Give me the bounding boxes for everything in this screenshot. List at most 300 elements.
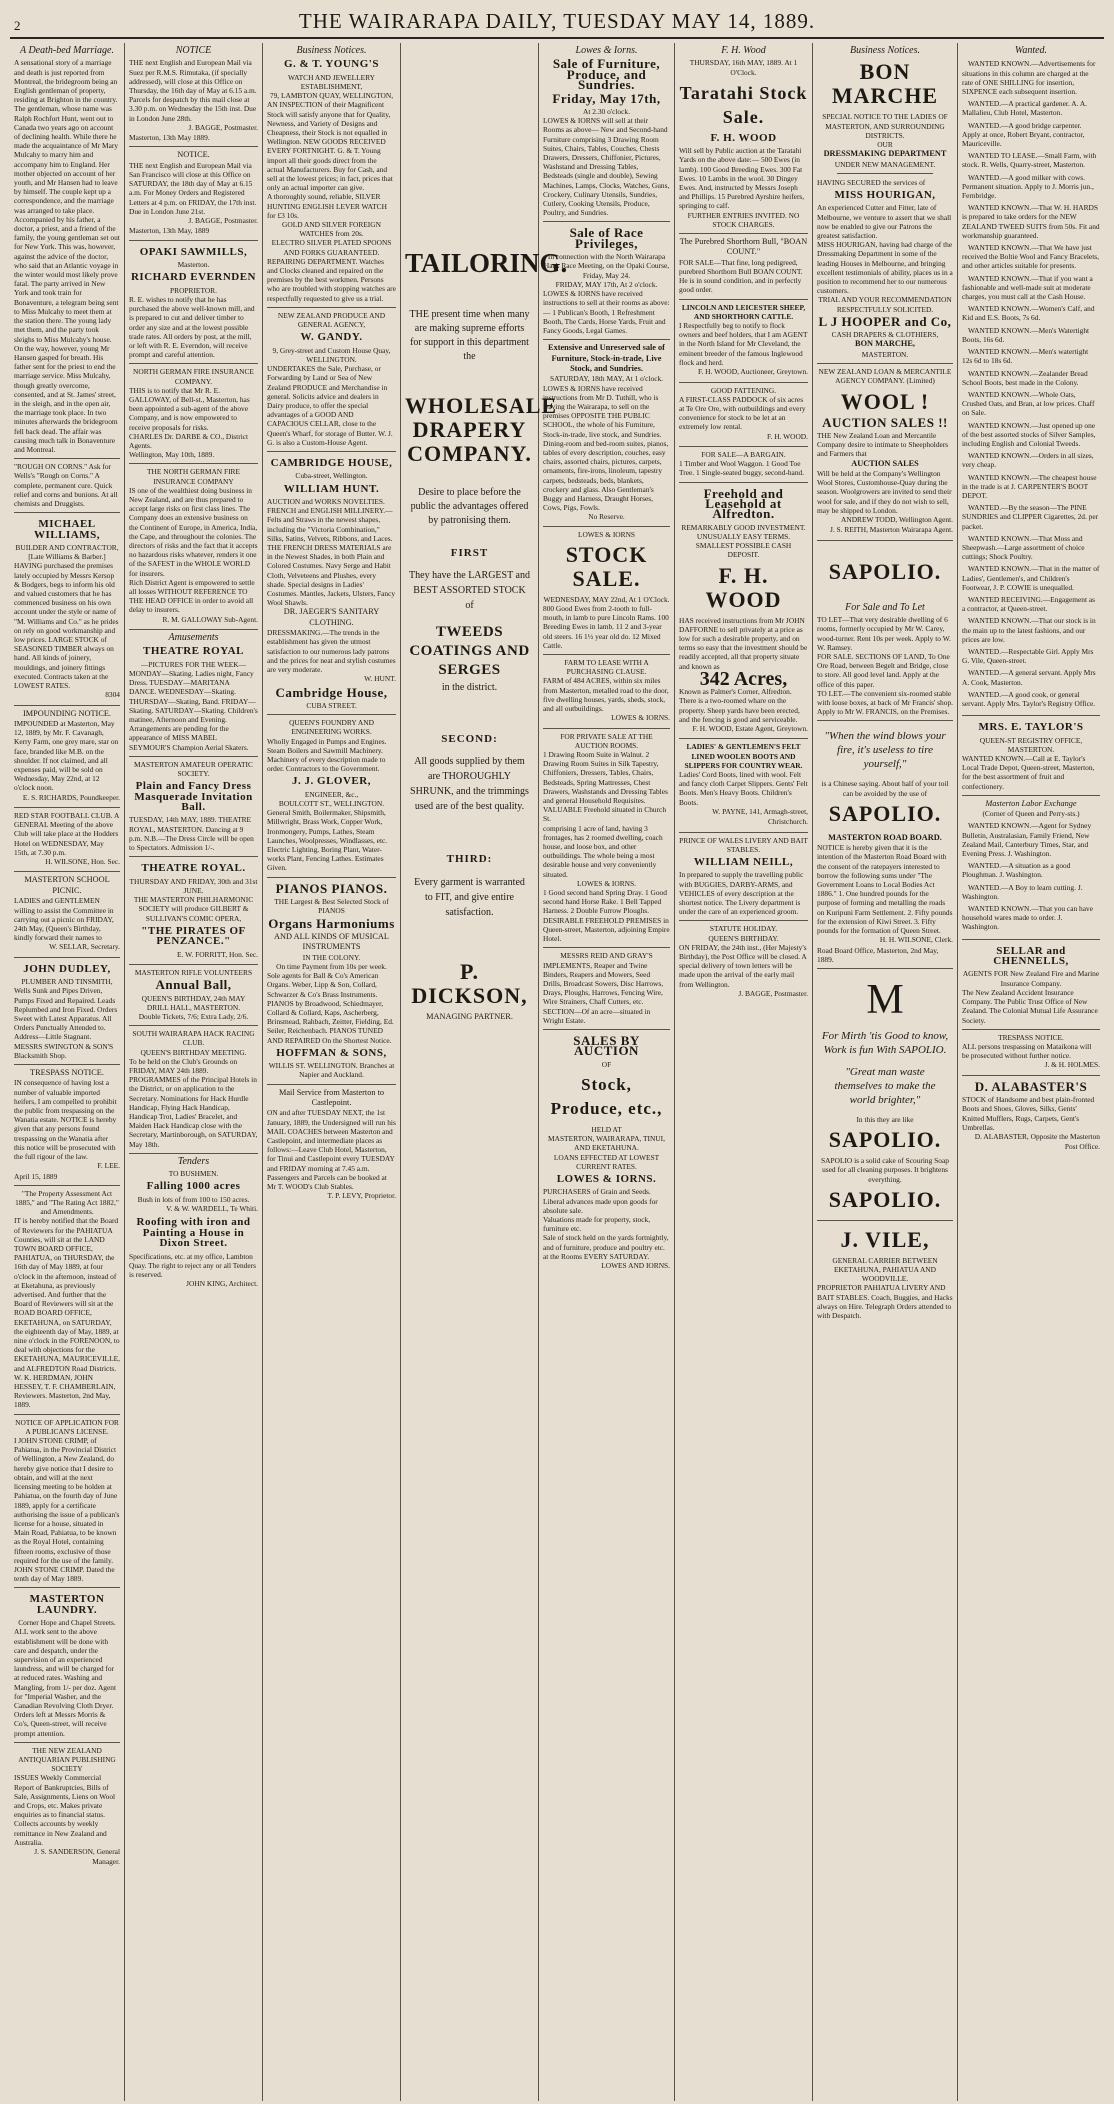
advert-subtitle: Masterton. [177, 260, 210, 270]
section-heading: Lowes & Iorns. [575, 45, 638, 56]
red-star-football-notice [14, 808, 120, 872]
sales-places: MASTERTON, WAIRARAPA, TINUI, AND EKETAHUNA. [548, 1134, 665, 1153]
advert-body: Wells Sunk and Pipes Driven, Pumps Fixed and Repaired. Leads Replumbed and Iron Fixed. Orders Sweet with Latest Apparatus. All Orders Punctually Attended to. Address—Little Stagnant. MESSRS SWINGTON & SON'S Blacksmith Shop. [14, 986, 118, 1060]
venue-name: THEATRE ROYAL. [141, 862, 246, 875]
alabaster-ad [962, 1076, 1100, 1157]
bon-marche-having: HAVING SECURED the services of [817, 177, 926, 187]
notice-heading: TRESPASS NOTICE. [30, 1067, 104, 1077]
sale-sub: In connection with the North Wairarapa Hack Race Meeting, on the Opaki Course, Friday, May 24. [543, 252, 670, 280]
valuable-heading: VALUABLE Freehold situated in Church St. [543, 805, 667, 824]
notice-signature: J. BAGGE, Postmaster. [188, 122, 258, 132]
cambridge-house-ad [267, 452, 396, 715]
sale-time: At 2.30 o'clock. [583, 107, 630, 117]
mail-service-ad [267, 1085, 396, 1206]
wanted-item: WANTED.—A good cook, or general servant. Apply Mrs. Taylor's Registry Office. [962, 689, 1096, 708]
livery-heading: PRINCE OF WALES LIVERY AND BAIT STABLES. [679, 835, 808, 854]
notice-heading: "The Property Assessment Act 1885," and "The Rating Act 1882," and Amendments. [15, 1188, 119, 1217]
advert-title-2: Cambridge House, [275, 684, 388, 700]
private-sale [543, 729, 670, 949]
wanted-item: WANTED KNOWN.—That in the matter of Ladies', Gentlemen's, and Children's Footwear, J. P. COWIE is unequalled. [962, 564, 1100, 592]
section-heading: For Sale and To Let [845, 601, 925, 613]
labor-item: WANTED KNOWN.—Agent for Sydney Bulletin, Australasian, Family Friend, New Zealand Mail, Canterbury Times, Star, and Evening Press. J. Washington. [962, 821, 1092, 859]
tailoring-intro: THE present time when many are making supreme efforts for support in this department the [409, 309, 530, 362]
queens-foundry-ad [267, 715, 396, 877]
sapolio-mirth: For Mirth 'tis Good to know, Work is fun With SAPOLIO. [821, 1030, 949, 1057]
wanted-item: WANTED KNOWN.—Men's watertight 12s 6d to 18s 6d. [962, 347, 1089, 366]
rg-body: IMPLEMENTS, Reaper and Twine Binders, Reapers and Mowers, Seed Drills, Broadcast Sowers, Disc Harrows, Drays, Ploughs, Harrows, Fencing Wire, Wire Strainers, Chaff Cutters, etc. [543, 960, 664, 1007]
venue-name: THEATRE ROYAL [143, 645, 244, 658]
column-1 [10, 43, 125, 2101]
sales-title: SALES BY AUCTION [573, 1032, 640, 1059]
advertiser-trade: PLUMBER AND TINSMITH, [21, 977, 113, 987]
advertiser-role: ENGINEER, &c., [304, 789, 359, 799]
advert-sub: THE Largest & Best Selected Stock of PIANOS [274, 897, 389, 916]
advert-body: AN INSPECTION of their Magnificent Stock will satisfy anyone that for Quality, Newness, and Variety of Designs and Cheapness, their Stock is not equalled in Wellington. NEW GOODS RECEIVED EVERY FORTNIGHT. G. & T. Young import all their goods direct from the actual Manufacturers. Buy for Cash, and sell at the lowest prices; in fact, prices that only an actual importer can give. [267, 100, 393, 193]
lincoln-sheep [679, 300, 808, 383]
lincoln-body: I Respectfully beg to notify to flock owners and beef holders, that I am AGENT in the North Island for Mr Cleveland, the eminent breeder of the famous Inglewood flock and herd. [679, 321, 808, 367]
advert-body-2: Rich District Agent is empowered to settle all losses WITHOUT REFERENCE TO THE HEAD OFFICE in order to avoid all delay to insurers. [129, 577, 255, 615]
hack-racing [129, 1026, 258, 1154]
event-title: Plain and Fancy Dress Masquerade Invitation Ball. [134, 780, 253, 814]
wanted-item: WANTED KNOWN.—That if you want a fashionable and well-made suit at moderate charges, you must call at the Cash House. [962, 273, 1093, 302]
labor-sub: (Corner of Queen and Perry-sts.) [982, 809, 1080, 819]
advertiser-trade: BUILDER AND CONTRACTOR, [15, 542, 119, 552]
wanted-item: WANTED.—A good bridge carpenter. Apply at once, Robert Bryant, contractor, Mauriceville. [962, 120, 1085, 149]
sale-title: Sale of Race Privileges, [569, 225, 644, 251]
taratahi-stock-sale [679, 43, 808, 234]
bargain [679, 447, 808, 483]
holiday-heading: STATUTE HOLIDAY. [709, 924, 778, 934]
advertiser-address: WILLIS ST. WELLINGTON. Branches at Napier and Auckland. [268, 1061, 395, 1080]
statute-holiday [679, 921, 808, 1003]
wanted-item: WANTED KNOWN.—Orders in all sizes, very cheap. [962, 451, 1094, 470]
advert-spoons: ELECTRO SILVER PLATED SPOONS AND FORKS GUARANTEED. [271, 238, 392, 257]
auctioneer-name: F. H. WOOD [710, 131, 777, 144]
tender-title-2: Roofing with iron and Painting a House in Dixon Street. [136, 1216, 251, 1250]
advertiser-late: [Late Williams & Barber.] [28, 552, 106, 562]
registry-sub: QUEEN-ST REGISTRY OFFICE, MASTERTON. [979, 735, 1083, 754]
sale-date: WEDNESDAY, MAY 22nd, At 1 O'Clock. [543, 594, 670, 604]
advertiser-name: JOHN DUDLEY, [23, 962, 111, 975]
advertiser-address: BOULCOTT ST., WELLINGTON. [278, 799, 385, 809]
notice-signature: F. LEE. [97, 1161, 120, 1171]
agent-name: SELLAR and CHENNELLS, [993, 944, 1069, 968]
rifle-ball [129, 965, 258, 1026]
livery-stables [679, 833, 808, 922]
north-german-subagent [129, 364, 258, 464]
road-board-notice [817, 830, 953, 969]
to-let-signature: Apply to Mr W. FRANCIS, on the Premises. [817, 707, 950, 717]
sapolio-1: SAPOLIO. [828, 558, 942, 584]
wanted-list [962, 59, 1100, 708]
furniture-sale [543, 43, 670, 222]
notice-body: LADIES and GENTLEMEN willing to assist the Committee in carrying out a picnic on FRIDAY, 24th May, (Queen's Birthday, kindly forward their names to [14, 896, 114, 943]
wanted-item: WANTED KNOWN.—Men's Watertight Boots, 16s 6d. [962, 325, 1090, 344]
sales-by-auction [543, 1030, 670, 1275]
to-let-1: TO LET—That very desirable dwelling of 6 rooms, formerly occupied by Mr W. Carey, wood-turner. Rent 10s per week. Apply to W. W. Ramsey. [817, 615, 951, 652]
notice-body: IN consequence of having lost a number of valuable imported heifers, I am compelled to prohibit the public from trespassing on the Wanatia estate. NOTICE is hereby given that any persons found trespassing on the Wanatia after this notice will be prosecuted with the full rigour of the law. [14, 1078, 117, 1161]
sale-body: 800 Good Ewes from 2-tooth to full-mouth, in lamb to pure Lincoln Rams. 100 Breeding Ewes in lamb. 11 2 and 3-year old steers. 16 1½ year old do. 12 Mixed Cattle. [543, 603, 669, 650]
freehold-details: Known as Palmer's Corner, Alfredton. There is a two-roomed whare on the property. Sheep yards have been erected, and the fencing is good and serviceable. [679, 687, 800, 724]
advert-address-2: CUBA STREET. [306, 701, 357, 711]
hoffman-pianos-ad [267, 878, 396, 1085]
wholesale-drapery-title: WHOLESALE DRAPERY COMPANY. [405, 393, 558, 466]
wanted-item: WANTED KNOWN.—That Moss and Sheepwash.—Large assortment of choice cuttings; Shock Poultry. [962, 533, 1085, 562]
notice-signature: CHARLES Dr. DARBE & CO., District Agents. [129, 431, 249, 450]
column-6 [675, 43, 813, 2101]
john-dudley-ad [14, 958, 120, 1065]
lease-signature: LOWES & IORNS. [611, 713, 670, 723]
advert-heading: QUEEN'S FOUNDRY AND ENGINEERING WORKS. [289, 718, 374, 737]
bon-marche-body-2: MISS HOURIGAN, having had charge of the Dressmaking Department in some of the leading Houses in Melbourne, and bringing excellent testimonials of ability, places us in a position to recommend her to our numerous customers. [817, 240, 953, 296]
wanted-item: WANTED.—A general servant. Apply Mrs A. Cook, Masterton. [962, 668, 1096, 687]
wanted-item: WANTED RECEIVING.—Engagement as a contractor, at Queen-street. [962, 594, 1096, 614]
district-line: in the district. [441, 682, 498, 694]
advert-body: ON and after TUESDAY NEXT, the 1st January, 1889, the Undersigned will run his MAIL COACHES between Masterton and Castlepoint, and intermediate places as follows:—Leave Club Hotel, Masterton, for Tinui and Castlepoint every TUESDAY and FRIDAY morning at 7.45 a.m. Passengers and Parcels can be booked at Mr T. WOOD's Club Stables. [267, 1108, 396, 1191]
first-text: They have the LARGEST and BEST ASSORTED STOCK of [409, 570, 530, 612]
hooper-name: L J HOOPER and Co, [818, 313, 952, 329]
advert-colony: IN THE COLONY. [302, 952, 361, 962]
sapolio-description: SAPOLIO is a solid cake of Scouring Soap used for all cleaning purposes. It brightens everything. [821, 1156, 949, 1184]
impounding-notice [14, 706, 120, 808]
auctioneer-name: F. H. WOOD [705, 562, 782, 612]
opaki-sawmills-ad [129, 241, 258, 365]
venue-dates: THURSDAY AND FRIDAY, 30th and 31st JUNE. [129, 876, 258, 895]
alfredton-freehold [679, 483, 808, 740]
stock-sale [543, 527, 670, 655]
sale-date: THURSDAY, 16th MAY, 1889. At 1 O'Clock. [689, 58, 798, 77]
hooper-store: BON MARCHE, [855, 339, 915, 349]
sale-body: Will sell by Public auction at the Taratahi Yards on the above date:— 500 Ewes (in lamb). 100 Good Breeding Ewes. 300 Fat Ewes. 10 Lambs in the wool. 30 Dingey Ewes. And, instructed by Messrs Joseph and Phillips. 15 Purebred Ayrshire heifers, springing to calf. [679, 146, 805, 211]
labor-item: WANTED.—A Boy to learn cutting. J. Washington. [962, 882, 1083, 901]
advert-body: Wholly Engaged in Pumps and Engines. Steam Boilers and Sawmill Machinery. Machinery of every description made to order. Contractors to the Government. [267, 736, 387, 774]
loan-heading: NEW ZEALAND LOAN & MERCANTILE AGENCY COMPANY. (Limited) [818, 367, 952, 386]
reid-gray [543, 948, 670, 1030]
license-application [14, 1415, 120, 1589]
lincoln-heading: LINCOLN AND LEICESTER SHEEP, AND SHORTHORN CATTLE. [681, 302, 806, 321]
vile-carrier-ad [817, 1221, 953, 1324]
tenders [129, 1154, 258, 1294]
sapolio-4: SAPOLIO. [828, 1186, 942, 1212]
hooper-address: MASTERTON. [861, 349, 909, 359]
advert-body: AUCTION and WORKS NOVELTIES. FRENCH and ENGLISH MILLINERY.—Felts and Straws in the newest shapes, including the "Victoria Combination," Silks, Satins, Velvets, Ribbons, and Laces. THE FRENCH DRESS MATERIALS are in the Newest Shades, in both Plain and Colored Costumes. Navy Serge and Habit Cloth, Velveteens and Plushes, every shade. Special designs in Ladies' Costumes. Mantles, Jackets, Ulsters, Fancy Wool Shawls. [267, 496, 396, 608]
sale-reserve: No Reserve. [588, 512, 625, 522]
farm-to-lease [543, 655, 670, 729]
sales-fortnightly: Sale of stock held on the yards fortnightly, and of furniture, produce and poultry etc. at the Rooms EVERY SATURDAY. [543, 1233, 669, 1261]
event-place: DRILL HALL, MASTERTON. [146, 1002, 241, 1012]
advertiser-name: RICHARD EVERNDEN [130, 271, 257, 284]
rough-on-corns-ad: "ROUGH ON CORNS." Ask for Wells's "Rough on Corns." A complete, permanent cure. Quick relief and corns and bunions. At all chemists and Druggists. [14, 459, 120, 513]
sapolio-3: SAPOLIO. [828, 1127, 942, 1153]
section-heading: Business Notices. [296, 45, 367, 56]
advert-heading: THE NEW ZEALAND ANTIQUARIAN PUBLISHING SOCIETY [18, 1745, 116, 1774]
race-privileges-sale [543, 222, 670, 340]
advert-title: CAMBRIDGE HOUSE, [270, 456, 393, 469]
advert-body: UNDERTAKES the Sale, Purchase, or Forwarding by Land or Sea of New Zealand PRODUCE and Merchandise in general. Solicits advice and dealers in Dairy produce, to offer the special advantages of a GOOD AND CAPACIOUS CELLAR, close to the Queen's Wharf, for storage of Butter. W. J. G. is also a Custom-House Agent. [267, 364, 393, 447]
wanted-item: WANTED.—Respectable Girl. Apply Mrs G. Vile, Queen-street. [962, 646, 1094, 666]
advert-musical: AND ALL KINDS OF MUSICAL INSTRUMENTS [274, 931, 389, 952]
advert-signature: W. HUNT. [364, 674, 396, 684]
vile-trade: GENERAL CARRIER BETWEEN EKETAHUNA, PAHIATUA AND WOODVILLE. [832, 1255, 938, 1284]
sapolio-ads [817, 541, 953, 1221]
sales-signature: LOWES AND IORNS. [601, 1260, 670, 1270]
desirable-heading: DESIRABLE FREEHOLD PREMISES in Queen-street, Masterton, adjoining Empire Hotel. [543, 915, 670, 944]
road-board-signature: H. H. WILSONE, Clerk. [879, 935, 953, 945]
venue-program: MONDAY—Skating. Ladies night, Fancy Dress. TUESDAY—MARITANA DANCE. WEDNESDAY—Skating. THURSDAY—Skating, Band. FRIDAY—Skating. SATURDAY—Skating. Children's matinee, Afternoon and Evening. Arrangements are pending for the appearance of MISS MABEL SEYMOUR'S Champion Aerial Skaters. [129, 669, 258, 752]
masthead-title: THE WAIRARAPA DAILY, TUESDAY MAY 14, 1889. [298, 9, 816, 33]
advert-watch: A thoroughly sound, reliable, SILVER HUNTING ENGLISH LEVER WATCH for £3 10s. [267, 192, 387, 220]
taylor-registry [962, 716, 1100, 796]
advertiser-name: MICHAEL WILLIAMS, [34, 518, 100, 541]
section-heading: F. H. Wood [721, 45, 766, 56]
sale-body: LOWES & IORNS have received instructions to sell at their rooms as above:— 1 Publican's Booth, 1 Refreshment Booth, The Cards, Horse Yards, Fruit and Fancy Goods, Legal Games. [543, 289, 670, 335]
advertiser-address: Corner Hope and Chapel Streets. [18, 1618, 116, 1628]
freehold-title: Freehold and Leasehold at Alfredton. [703, 485, 784, 522]
freehold-signature: F. H. WOOD, Estate Agent, Greytown. [692, 724, 808, 733]
sales-of: OF [601, 1059, 612, 1069]
notice-signature: JOHN STONE CRIMP. Dated the tenth day of May 1889. [14, 1564, 115, 1584]
column-4-spacer [405, 43, 534, 243]
good-fattening [679, 383, 808, 447]
event-sub: QUEEN'S BIRTHDAY MEETING. [140, 1047, 247, 1057]
shorthorn-bull [679, 234, 808, 300]
road-board-body: NOTICE is hereby given that it is the intention of the Masterton Road Board with the consent of the ratepayers interested to borrow the following sums under "The Government Loans to Local Bodies Act 1886." 1. One hundred pounds for the purpose of forming and metalling the roads on Kuripuni Farm Settlement. 2. Fifty pounds for the extension of Kiwi Street. 3. Fifty pounds for the formation of Queen Street. [817, 843, 953, 936]
pirates-of-penzance [129, 857, 258, 965]
valuable-body: comprising 1 acre of land, having 3 frontages, has 2 roomed dwelling, coach house, and loose box, and other outbuildings. The whole being a most desirable house and very conveniently situated. [543, 823, 663, 879]
advert-sole: Sole agents for Ball & Co's American Organs. Weber, Lipp & Son, Collard, Schwarzer & Co's Brass Instruments. [267, 971, 379, 999]
operatic-ball [129, 757, 258, 857]
advert-body: HAVING purchased the premises lately occupied by Messrs Kersop & Bodgers, begs to inform his old and valued customers that he has commenced business on his own account under the style or name of "M. Williams and Co." as he prides on rely on good workmanship and low prices. LARGE STOCK of SEASONED TIMBER always on hand. All kinds of joinery, mouldings, and joinery fittings executed. Contracts taken at the LOWEST RATES. [14, 561, 119, 691]
notice-body: IMPOUNDED at Masterton, May 12, 1889, by Mr. F. Cavanagh, Kerry Farm, one grey mare, star on face, branded like M.B. on the shoulder. If not claimed, and all expenses paid, will be sold on Wednesday, May 22nd, at 12 o'clock noon. [14, 719, 119, 793]
sale-entries: FURTHER ENTRIES INVITED. NO STOCK CHARGES. [687, 210, 800, 229]
wanted-item: WANTED KNOWN.—That We have just received the Boltie Wool and Fancy Bracelets, and other articles suitable for presents. [962, 243, 1099, 271]
road-board-heading: MASTERTON ROAD BOARD. [828, 832, 942, 842]
advert-repair: REPAIRING DEPARTMENT. Watches and Clocks cleaned and repaired on the premises by the best workmen. Persons who are troubled with stopping watches are respectfully requested to give us a trial. [267, 256, 396, 303]
column-4 [401, 43, 568, 2101]
tender-title: Falling 1000 acres [146, 1180, 241, 1193]
bon-marche-title: BON MARCHE [831, 59, 939, 109]
notice-signature: E. S. RICHARDS, Poundkeeper. [22, 792, 120, 802]
michael-williams-ad [14, 513, 120, 705]
trespass-notice [14, 1065, 120, 1186]
advert-title: OPAKI SAWMILLS, [139, 245, 248, 258]
registry-name: MRS. E. TAYLOR'S [978, 721, 1084, 734]
private-heading: FOR PRIVATE SALE AT THE AUCTION ROOMS. [560, 731, 653, 750]
notice-date: Wellington, May 10th, 1889. [129, 450, 215, 460]
sellar-chennells [962, 940, 1100, 1030]
sale-title: Extensive and Unreserved sale of Furniture, Stock-in-trade, Live Stock, and Sundries. [548, 343, 665, 373]
rg-heading: MESSRS REID AND GRAY'S [560, 951, 653, 961]
wanted-item: WANTED.—A practical gardener. A. A. Mallalieu, Club Hotel, Masterton. [962, 99, 1088, 118]
advert-jaeger: DR. JAEGER'S SANITARY CLOTHING. [283, 607, 380, 627]
for-sale-sections: FOR SALE. SECTIONS OF LAND, To One Ore Road, between Begelt and Bridge, close to store. All good level land. Apply at the office of this paper. [817, 651, 950, 689]
article-body: A sensational story of a marriage and death is just reported from Montreal, the bridegroom being an English gentleman of property, residing at Brighton in the country. The gentleman, whose name was Ralph Rochfort Hunt, went out to Canada two years ago on account of declining health. While there he made the acquaintance of Mr Mary Mulcahy to marry him and accompany him to England. Her mother objected on account of her youth, and Mr Hansen had to leave by himself. The couple kept up a correspondence, and the marriage was arranged to take place. Accompanied by his father, a doctor, a priest, and a friend of the family, the young gentleman set out for New York. This was, however, against the advice of the doctor, who said that an Atlantic voyage in the winter would most likely prove fatal. The party arrived in New York and took train for Bonaventure, a telegram being sent to Miss Mulcahy to meet them at the station there. The young lady met them, and the party took sleighs to Miss Mulcahy's house. On the way, however, young Mr Hansen gasped for breath. His father sent for the priest to end the marriage service. Miss Mulcahy, though greatly overcome, consented, and at St. James' street, in the sleigh, and in the open air, the marriage took place. In two minutes afterwards the bridegroom fell back dead. The affair was causing much talk in Bonaventure and Montreal. [14, 58, 120, 454]
vile-name: J. VILE, [840, 1226, 930, 1252]
wanted-item: WANTED KNOWN.—Zealander Bread School Boots, best made in the Colony. [962, 368, 1088, 387]
advertiser-name: W. GANDY. [300, 331, 363, 344]
third-heading: THIRD: [446, 853, 493, 866]
advert-body: ALL work sent to the above establishment will be done with care and despatch, under the supervision of an experienced laundress, and will be charged for at reduced rates. Washing and Mangling, from 1/- per doz. Agent for "Imperial Washer, and the Canadian Revolving Cloth Dryer. Orders left at Messrs Morris & Co's, Queen-street, will receive prompt attention. [14, 1627, 117, 1738]
notice-heading: NOTICE. [177, 150, 210, 160]
advert-heading: THE NORTH GERMAN FIRE INSURANCE COMPANY [147, 467, 240, 486]
notice-signature: J. BAGGE, Postmaster. [188, 216, 258, 226]
alabaster-body: STOCK of Handsome and best plain-fronted Boots and Shoes, Gloves, Silks, Gents' Knitted Mufflers, Rugs, Carpets, Gent's Umbrellas. [962, 1095, 1095, 1132]
trespass-notice-2 [962, 1030, 1100, 1076]
freehold-acres: 342 Acres, [699, 667, 788, 690]
masterton-laundry-ad [14, 1588, 120, 1742]
bon-marche-dept: DRESSMAKING DEPARTMENT [823, 149, 947, 159]
lease-body: FARM of 484 ACRES, within six miles from Masterton, metalled road to the door, five dwelling houses, yards, sheds, stock, and all outbuildings. [543, 676, 669, 714]
notice-heading: NOTICE [175, 45, 212, 56]
labor-exchange [962, 796, 1100, 940]
tender-sub: TO BUSHMEN. [168, 1169, 219, 1179]
tailoring-title: TAILORING. [405, 248, 568, 278]
private-body: 1 Drawing Room Suite in Walnut. 2 Drawing Room Suites in Silk Tapestry, Chiffoniers, Dressers, Tables, Chairs, Bedsteads, Spring Mattresses, Chest Drawers, Washstands and Dressing Tables and general Household Requisites. [543, 750, 668, 806]
second-text: All goods supplied by them are THOROUGHLY SHRUNK, and the trimmings used are of the best quality. [410, 756, 529, 813]
advertiser-name: J. J. GLOVER, [292, 775, 371, 788]
advertiser-name: G. & T. YOUNG'S [283, 58, 379, 71]
school-picnic-notice [14, 872, 120, 957]
wanted-item: WANTED KNOWN.—That our stock is in the main up to the latest fashions, and our prices are low. [962, 616, 1096, 644]
advert-body: PIANOS by Broadwood, Schiedmayer, Collard & Collard, Kaps, Ascherberg, Brinsmead, Rahbach, Zeitter, Fielding, Ed. Seiler, Reichenbach. PIANOS TUNED AND REPAIRED On the Shortest Notice. [267, 998, 394, 1045]
advert-number: 8304 [105, 690, 120, 700]
second-heading: SECOND: [441, 732, 498, 745]
event-date: QUEEN'S BIRTHDAY, 24th MAY [141, 993, 246, 1003]
loan-signature: ANDREW TODD, Wellington Agent. [841, 514, 953, 524]
trespass-body: ALL persons trespassing on Mataikona will be prosecuted without further notice. [962, 1041, 1092, 1061]
advert-body: IS one of the wealthiest doing business in New Zealand, and are thus prepared to accept large risks on first class lines. The Company does an extensive business on the Continent of Europe, in America, India, the Cape, and throughout the colonies. The directors of risks and the fact that it accepts no hazardous risks whatever, renders it one of the SAFEST in the WHOLE WORLD for insurers. [129, 485, 258, 578]
wanted-item: WANTED TO LEASE.—Small Farm, with stock. R. Wells, Quarry-street, Masterton. [962, 151, 1097, 170]
advert-dressmaking: DRESSMAKING.—The trends in the establishment has given the utmost satisfaction to our numerous lady patrons and the prices for neat and stylish costumes are very moderate. [267, 628, 396, 675]
bon-marche-miss: MISS HOURIGAN, [834, 189, 936, 202]
alabaster-name: D. ALABASTER'S [974, 1078, 1088, 1094]
column-8 [958, 43, 1104, 2101]
bull-body: FOR SALE—That fine, long pedigreed, purebred Shorthorn Bull BOAN COUNT. He is in sound condition, and in perfectly good order. [679, 257, 803, 295]
sale-body: LOWES & IORNS will sell at their Rooms as above— New and Second-hand Furniture comprising 3 Drawing Room Suites, Chairs, Tables, Couches, Chests Drawers, Dressers, Chiffonier, Pictures, Washstand and Dressing Tables, Bedsteads (single and double), Sewing Machines, Lamps, Clocks, Watches, Guns, Crockery, Culinary Utensils, Sundries, Cutlery, Cooking Utensils, Produce, Poultry, and Sundries. [543, 116, 670, 218]
sales-items: Stock, Produce, etc., [550, 1074, 663, 1118]
alabaster-signature: D. ALABASTER, Opposite the Masterton Post Office. [974, 1131, 1100, 1152]
event-heading: SOUTH WAIRARAPA HACK RACING CLUB. [132, 1029, 255, 1048]
wanted-item: WANTED.—By the season—The PINE SUNDRIES and CLIPPER Cigarettes, 2d. per packet. [962, 503, 1099, 531]
bon-marche-body: An experienced Cutter and Fitter, late of Melbourne, we venture to assert that we shall now be enabled to give our Patrons the greatest satisfaction. [817, 203, 952, 241]
notice-body: THIS is to notify that Mr R. E. GALLOWAY, of Bell-st., Masterton, has been appointed a sub-agent of the above Company, and is now empowered to receive proposals for risks. [129, 385, 250, 432]
event-details: To be held on the Club's Grounds on FRIDAY, MAY 24th 1889. PROGRAMMES of the Principal Hotels in the District, or on application to the Secretary. Nominations for Hack Hurdle Handicap, Flying Hack Handicap, Handicap Trot, Ladies' Bracelet, and Maiden Hack Handicap close with the Secretary, Martinborough, on SATURDAY, May 18th. [129, 1056, 258, 1149]
notice-body: THE next English and European Mail via Suez per R.M.S. Rimutaka, (if specially addressed), will close at this Office on Thursday, the 16th day of May at 6.15 a.m. Parcels for despatch by this mail close at 3.30 p.m. on Wednesday the 15th inst. Due in London June 28th. [129, 58, 257, 123]
third-text: Every garment is warranted to FIT, and give entire satisfaction. [414, 876, 525, 918]
labor-item: WANTED.—A situation as a good Ploughman. J. Washington. [962, 861, 1071, 880]
notice-signature: W. SELLAR, Secretary. [49, 942, 120, 952]
sales-purchasers: PURCHASERS of Grain and Seeds. Liberal advances made upon goods for absolute sale. [543, 1187, 658, 1215]
sapolio-2: SAPOLIO. [828, 800, 942, 826]
bull-heading: The Purebred Shorthorn Bull, "BOAN COUNT." [679, 237, 808, 257]
holiday-sub: QUEEN'S BIRTHDAY. [708, 933, 779, 943]
tender-signature-2: JOHN KING, Architect. [186, 1279, 258, 1289]
society-line: THE MASTERTON PHILHARMONIC SOCIETY will produce GILBERT & SULLIVAN'S COMIC OPERA, [133, 895, 254, 923]
holiday-signature: J. BAGGE, Postmaster. [738, 988, 808, 998]
notice-date: Masterton, 13th May 1889. [129, 133, 210, 143]
tender-signature: V. & W. WARDELL, Te Whiti. [166, 1204, 258, 1213]
notice-heading: IMPOUNDING NOTICE. [22, 708, 112, 718]
loan-signature-2: J. S. REITH, Masterton Wairarapa Agent. [829, 525, 953, 535]
event-tickets: Double Tickets, 7/6; Extra Lady, 2/6. [138, 1011, 249, 1021]
advert-organs: Organs Harmoniums [268, 915, 395, 931]
paddock-heading: GOOD FATTENING. [710, 385, 777, 395]
advertiser-name: WILLIAM HUNT. [283, 482, 380, 495]
sale-date: Friday, May 17th, [552, 90, 661, 106]
sale-title: Taratahi Stock Sale. [679, 82, 808, 127]
amusements [129, 630, 258, 757]
dickson-name: P. DICKSON, [411, 958, 528, 1008]
to-let-2: TO LET.—The convenient six-roomed stable with loose boxes, at back of Mr Francis' shop. [817, 688, 953, 707]
north-german-company [129, 464, 258, 630]
advert-signature: R. M. GALLOWAY Sub-Agent. [162, 614, 258, 624]
freehold-deposit: SMALLEST POSSIBLE CASH DEPOSIT. [695, 541, 792, 560]
mail-notice-suez [129, 43, 258, 147]
loan-mercantile-ad [817, 364, 953, 541]
section-heading: Tenders [177, 1155, 210, 1167]
event-title: Annual Ball, [155, 977, 232, 993]
agent-body: The New Zealand Accident Insurance Company. The Public Trust Office of New Zealand. The Colonial Mutual Life Assurance Society. [962, 987, 1098, 1025]
notice-date: Masterton, 13th May, 1889 [129, 226, 210, 236]
society-ad [14, 1743, 120, 1872]
notice-heading: NORTH GERMAN FIRE INSURANCE COMPANY. [133, 367, 254, 386]
sales-valuations: Valuations made for property, stock, furniture etc. [543, 1214, 651, 1234]
column-5 [539, 43, 675, 2101]
mail-notice-sf [129, 147, 258, 240]
hv-sub: LOWES & IORNS. [577, 878, 636, 888]
death-bed-marriage [14, 43, 120, 459]
advert-signature: T. P. LEVY, Proprietor. [327, 1191, 396, 1201]
divider [837, 173, 933, 174]
sales-loans: LOANS EFFECTED AT LOWEST CURRENT RATES. [553, 1152, 660, 1171]
advert-signature: J. S. SANDERSON, General Manager. [34, 1847, 120, 1867]
auction-title: AUCTION SALES !! [822, 414, 948, 430]
wanted-item: WANTED KNOWN.—Just opened up one of the best assorted stocks of Silver Samples, including English and Colonial Tweeds. [962, 420, 1096, 448]
advert-body: ISSUES Weekly Commercial Report of Bankruptcies, Bills of Sale, Assignments, Liens on Wool and Crops, etc. Makes private enquiries as to financial status. Collects accounts by weekly remittance in New Zealand and Australia. [14, 1773, 116, 1847]
gandy-agency-ad [267, 308, 396, 452]
dickson-role: MANAGING PARTNER. [426, 1011, 513, 1021]
vile-body: PROPRIETOR PAHIATUA LIVERY AND BAIT STABLES. Coach, Buggies, and Hacks always on Hire. Telegraph Orders attended to with Despatch. [817, 1283, 953, 1321]
wanted-section [962, 43, 1100, 716]
sapolio-quote-2-b: In this they are like [856, 1115, 914, 1125]
advertiser-role: PROPRIETOR. [170, 285, 217, 295]
freehold-terms: UNUSUALLY EASY TERMS. [696, 531, 791, 541]
paddock-signature: F. H. WOOD. [767, 431, 808, 441]
wool-title: WOOL ! [840, 388, 930, 414]
sales-held: HELD AT [591, 1124, 622, 1134]
notice-signature: H. WILSONE, Hon. Sec. [45, 857, 120, 867]
loan-body: THE New Zealand Loan and Mercantile Company desire to intimate to Sheepholders and Farmers that [817, 430, 949, 459]
bon-marche-our: OUR [877, 140, 893, 150]
tweeds-line: TWEEDS COATINGS AND SERGES [409, 624, 530, 679]
section-heading: Amusements [168, 632, 219, 643]
trespass-heading: TRESPASS NOTICE. [998, 1032, 1064, 1042]
notice-body: RED STAR FOOTBALL CLUB. A GENERAL Meeting of the above Club will take place at the Hodders Hotel on WEDNESDAY, May 15th, at 7.30 p.m. [14, 811, 119, 857]
advert-body: R. E. wishes to notify that he has purchased the above well-known mill, and is prepared to cut and deliver timber to order any size and at the lowest possible trade rates. All orders by post, at the mill, or left with R. E. Everndon, will receive prompt and careful attention. [129, 294, 255, 360]
boots-ad [679, 739, 808, 832]
advert-address: Cuba-street, Wellington. [295, 471, 368, 481]
extensive-sale [543, 340, 670, 526]
bargain-heading: FOR SALE—A BARGAIN. [701, 449, 786, 459]
event-details: TUESDAY, 14th MAY, 1889. THEATRE ROYAL, MASTERTON. Dancing at 9 p.m. N.B.—The Dress Circle will be open to Spectators. Admission 1/-. [129, 815, 254, 853]
wanted-item: WANTED KNOWN.—That W. H. HARDS is prepared to take orders for the NEW ZEALAND TWEED SUITS from 50s. Fit and workmanship guaranteed. [962, 203, 1100, 240]
registry-body: WANTED KNOWN.—Call at E. Taylor's Local Trade Depot, Queen-street, Masterton, for the best assortment of fruit and confectionery. [962, 754, 1095, 791]
column-3 [263, 43, 401, 2101]
sale-date: SATURDAY, 18th MAY, At 1 o'clock. [549, 374, 664, 384]
wanted-item: WANTED KNOWN.—The cheapest house in the trade is at J. CARPENTER'S BOOT DEPOT. [962, 472, 1097, 500]
section-heading: Wanted. [1014, 45, 1048, 56]
bargain-body: 1 Timber and Wool Waggon. 1 Good Toe Tree. 1 Single-seated buggy, second-hand. [679, 459, 805, 478]
